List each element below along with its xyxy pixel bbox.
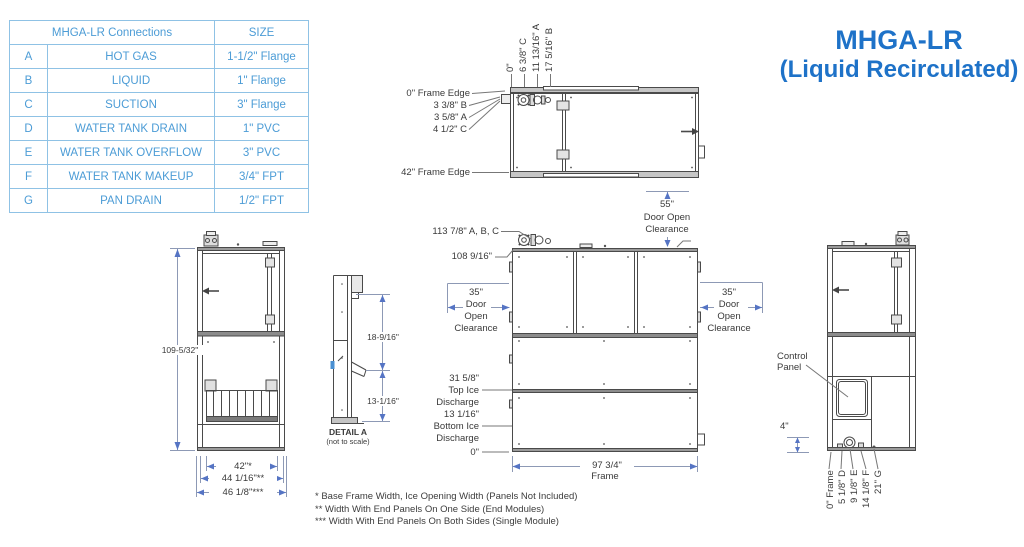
roof-valve-right-view: [842, 232, 909, 246]
fv-top-clearance-l3: Clearance: [645, 224, 689, 235]
fv-left-clearance-dim: 35": [469, 287, 483, 298]
table-header-title: MHGA-LR Connections: [51, 26, 173, 39]
row-name: WATER TANK DRAIN: [47, 116, 214, 140]
rv-drain-height-dim: 4": [780, 421, 789, 432]
control-panel: [833, 377, 872, 420]
fv-top-clearance-dim: 55": [660, 199, 674, 210]
left-view-height-dim: 109-5/32": [152, 345, 208, 355]
row-name: PAN DRAIN: [47, 188, 214, 212]
row-name: LIQUID: [47, 68, 214, 92]
detail-a-subtitle: (not to scale): [326, 437, 370, 446]
airflow-arrow-plan: [681, 128, 699, 135]
ice-chute: [352, 362, 367, 377]
rv-control-panel-l1: Control: [777, 351, 808, 362]
rv-control-panel-l2: Panel: [777, 362, 802, 373]
fv-bottom-ice-l2: Bottom Ice: [433, 421, 479, 432]
page-title: [770, 24, 1024, 84]
fv-right-clearance-l3: Open: [717, 311, 741, 322]
fv-bottom-ice-dim: 13 1/16": [443, 409, 479, 420]
plan-view-drawing: [469, 74, 705, 178]
fv-left-clearance-l2: Door: [465, 299, 487, 310]
row-size: 1" Flange: [214, 68, 308, 92]
end-view-left-drawing: [170, 232, 287, 498]
left-view-width-dim-44: 44 1/16"**: [209, 473, 277, 484]
fv-zero-dim: 0": [470, 447, 479, 458]
plan-top-dim-6-3-8-c: 6 3/8" C: [518, 37, 529, 72]
plan-dim-3-3-8-b: 3 3/8" B: [433, 100, 467, 111]
rv-bottom-dim-21-g: 21" G: [873, 470, 884, 494]
footnote-3: *** Width With End Panels On Both Sides (Single Module): [315, 516, 559, 527]
footnotes: [315, 491, 577, 529]
row-name: HOT GAS: [47, 44, 214, 68]
roof-valve-left-view: [204, 232, 277, 247]
airflow-arrow-left-view: [202, 288, 219, 295]
fv-connections-height: 113 7/8" A, B, C: [432, 226, 499, 237]
plan-top-dim-11-13-16-a: 11 13/16" A: [531, 23, 542, 72]
fv-right-clearance-dim: 35": [722, 287, 736, 298]
table-header-size: SIZE: [214, 21, 308, 44]
model-name: MHGA-LR: [835, 25, 963, 55]
row-id: F: [10, 164, 47, 188]
fv-bottom-ice-l3: Discharge: [436, 433, 479, 444]
fv-left-clearance-l4: Clearance: [454, 323, 498, 334]
row-size: 1" PVC: [214, 116, 308, 140]
fv-right-clearance-l2: Door: [718, 299, 740, 310]
model-subtitle: (Liquid Recirculated): [779, 56, 1019, 83]
rv-bottom-dim-5-1-8-d: 5 1/8" D: [837, 470, 848, 505]
row-size: 3" Flange: [214, 92, 308, 116]
fv-right-clearance-l4: Clearance: [707, 323, 751, 334]
fv-top-ice-dim: 31 5/8": [449, 373, 479, 384]
fv-frame-width-dim: 97 3/4": [580, 460, 634, 471]
fv-top-ice-l2: Top Ice: [448, 385, 479, 396]
row-size: 1-1/2" Flange: [214, 44, 308, 68]
row-id: E: [10, 140, 47, 164]
rv-bottom-dim-9-1-8-e: 9 1/8" E: [849, 470, 860, 504]
fv-frame-width-label: Frame: [591, 471, 619, 482]
detail-a-upper-dim: 18-9/16": [357, 332, 409, 342]
plan-top-dim-17-5-16-b: 17 5/16" B: [544, 27, 555, 72]
row-id: C: [10, 92, 47, 116]
plan-dim-3-5-8-a: 3 5/8" A: [434, 112, 467, 123]
plan-top-dim-0: 0": [505, 63, 516, 72]
refrigerant-valve-assembly-plan: [502, 95, 551, 106]
row-id: G: [10, 188, 47, 212]
airflow-arrow-right-view: [832, 287, 849, 294]
row-name: WATER TANK MAKEUP: [47, 164, 214, 188]
fv-left-clearance-l3: Open: [464, 311, 488, 322]
row-name: SUCTION: [47, 92, 214, 116]
connections-table: [9, 20, 309, 213]
row-size: 1/2" FPT: [214, 188, 308, 212]
row-id: D: [10, 116, 47, 140]
left-view-width-dim-42: 42"*: [216, 461, 270, 472]
fv-top-clearance-l2: Door Open: [643, 212, 691, 223]
louver-slats: [207, 391, 278, 422]
drain-height-dimension: [787, 438, 809, 453]
row-id: A: [10, 44, 47, 68]
row-size: 3/4" FPT: [214, 164, 308, 188]
plan-frame-edge-0: 0" Frame Edge: [406, 88, 470, 99]
plan-dim-4-1-2-c: 4 1/2" C: [432, 124, 467, 135]
plan-frame-edge-42: 42" Frame Edge: [401, 167, 470, 178]
row-name: WATER TANK OVERFLOW: [47, 140, 214, 164]
refrigerant-valve-assembly-front: [519, 235, 607, 248]
blue-indicator: [331, 361, 335, 369]
fv-frame-height: 108 9/16": [451, 251, 492, 262]
fv-top-ice-l3: Discharge: [436, 397, 479, 408]
rv-bottom-dim-14-1-8-f: 14 1/8" F: [861, 470, 872, 509]
footnote-1: * Base Frame Width, Ice Opening Width (Panels Not Included): [315, 491, 578, 502]
detail-a-title: DETAIL A: [328, 427, 368, 437]
detail-a-lower-dim: 13-1/16": [357, 396, 409, 406]
footnote-2: ** Width With End Panels On One Side (End Modules): [315, 503, 545, 515]
row-id: B: [10, 68, 47, 92]
row-size: 3" PVC: [214, 140, 308, 164]
left-view-width-dim-46: 46 1/8"***: [209, 487, 277, 498]
rv-bottom-dim-0-frame: 0" Frame: [825, 470, 836, 509]
